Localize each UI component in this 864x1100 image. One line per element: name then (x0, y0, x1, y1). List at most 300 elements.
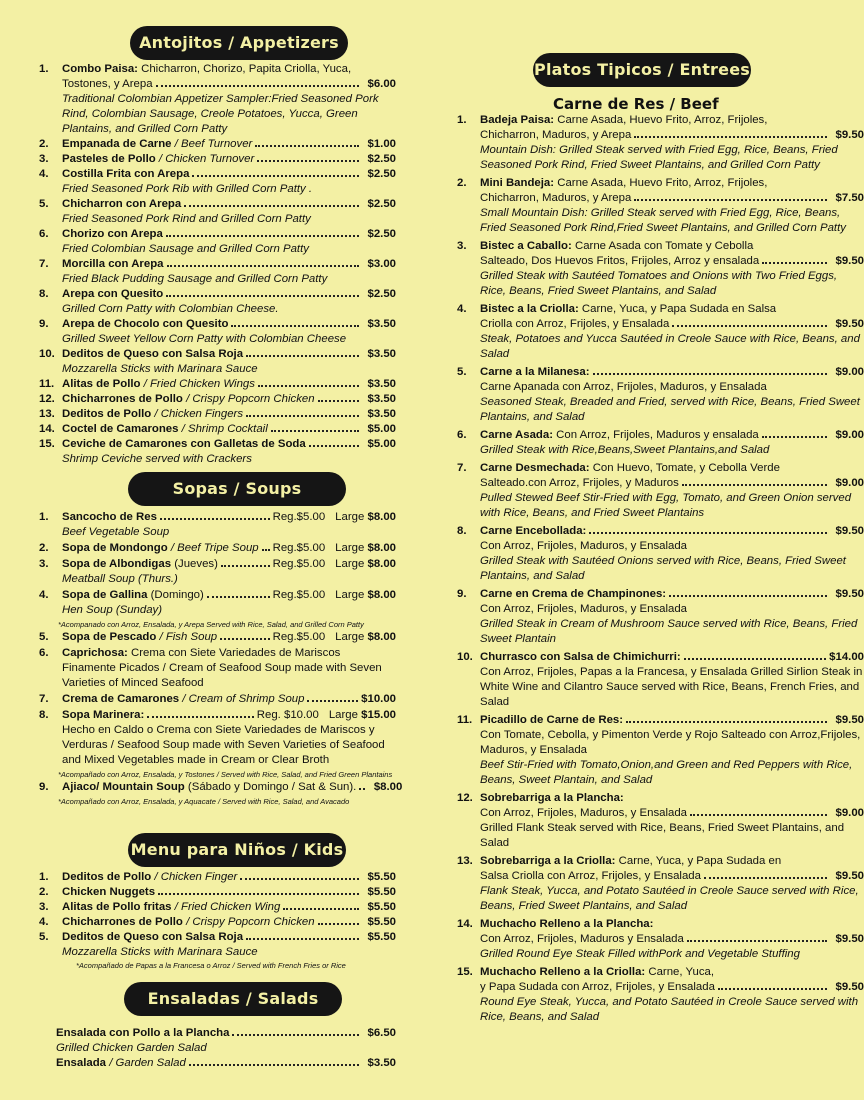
dot-leader (687, 940, 827, 942)
item-price: $5.50 (367, 901, 396, 913)
menu-item (36, 885, 396, 900)
item-name: Sopa de Mondongo (62, 542, 168, 554)
dot-leader (207, 596, 270, 598)
item-name: Ajiaco/ Mountain Soup (62, 781, 185, 793)
item-title (62, 152, 254, 167)
item-number: 8. (457, 525, 467, 537)
menu-item (454, 587, 864, 647)
item-title (56, 1026, 229, 1041)
item-name-text: Badeja Paisa: (480, 114, 555, 126)
dot-leader (160, 518, 270, 520)
menu-item (36, 780, 403, 795)
menu-item (36, 137, 396, 152)
item-note: *Acompañado con Arroz, Ensalada, y Aquacate / Served with Rice, Salad, and Avacado (58, 797, 350, 806)
item-line (480, 932, 864, 947)
item-spanish-text: Carne, Yuca, (645, 966, 715, 978)
menu-item (36, 915, 396, 930)
dot-leader (307, 700, 358, 702)
item-spanish-note: (Sábado y Domingo / Sat & Sun). (184, 781, 357, 793)
regular-price: Reg.$5.00 (272, 558, 326, 570)
item-name (480, 239, 753, 254)
item-number: 4. (39, 589, 49, 601)
item-name: Arepa con Quesito (62, 288, 164, 300)
item-name: Pasteles de Pollo (62, 153, 156, 165)
item-title (62, 257, 164, 272)
large-price-group (329, 708, 396, 723)
item-price: $10.00 (361, 693, 396, 705)
item-title (62, 870, 237, 885)
item-english-description: Shrimp Ceviche served with Crackers (62, 453, 252, 465)
menu-item (454, 854, 864, 914)
item-line-text: Con Arroz, Frijoles, Maduros, y Ensalada (480, 807, 688, 819)
item-line (62, 347, 396, 362)
dot-leader (318, 923, 359, 925)
menu-item (454, 524, 864, 584)
item-price: $9.50 (835, 255, 864, 267)
item-name-text: Carne a la Milanesa: (480, 366, 590, 378)
item-english-description: Grilled Steak with Sautéed Tomatoes and Onions with Two Fried Eggs, Rice, Beans, Fried Sweet Plantains, and Salad (480, 270, 838, 297)
item-english-description: Mozzarella Sticks with Marinara Sauce (62, 363, 258, 375)
item-name (480, 713, 623, 728)
item-name: Empanada de Carne (62, 138, 172, 150)
item-description: Con Arroz, Frijoles, Maduros, y Ensalada (480, 540, 688, 552)
item-price: $9.50 (835, 870, 864, 882)
item-number: 9. (39, 781, 49, 793)
menu-item (454, 791, 864, 851)
item-line (480, 524, 864, 539)
item-name (480, 854, 781, 869)
item-name: Sopa de Gallina (62, 589, 148, 601)
item-description: Hecho en Caldo o Crema con Siete Variedades de Mariscos y Verduras / Seafood Soup made with Seven Varieties of Seafood and Mixed Vegetables made in Cream or Clear Broth (62, 724, 385, 766)
item-name-text: Bistec a la Criolla: (480, 303, 579, 315)
menu-item (36, 392, 396, 407)
dot-leader (684, 658, 827, 660)
item-english-name: / Garden Salad (106, 1057, 186, 1069)
item-name (480, 524, 586, 539)
item-name: Chicharrones de Pollo (62, 916, 183, 928)
item-line (62, 588, 396, 603)
item-english-name: / Crispy Popcorn Chicken (182, 393, 315, 405)
item-spanish-text: Chicharron, Chorizo, Papita Criolla, Yuca, (137, 63, 352, 75)
item-name (480, 176, 767, 191)
appetizers-heading: Antojitos / Appetizers (130, 26, 348, 60)
item-title (62, 541, 259, 556)
item-name: Caprichosa: (62, 647, 128, 659)
item-price: $14.00 (829, 651, 864, 663)
item-price: $9.50 (835, 714, 864, 726)
item-price: $9.00 (835, 807, 864, 819)
menu-item (36, 900, 396, 915)
item-description: Grilled Flank Steak served with Rice, Beans, Fried Sweet Plantains, and Salad (480, 822, 845, 849)
item-line (62, 167, 396, 182)
item-title (62, 422, 268, 437)
item-line (480, 302, 864, 317)
item-number: 5. (39, 931, 49, 943)
item-name-text: Sobrebarriga a la Criolla: (480, 855, 616, 867)
item-title (62, 557, 218, 572)
item-spanish-note: Crema con Siete Variedades de Mariscos (127, 647, 341, 659)
item-number: 9. (39, 318, 49, 330)
dot-leader (231, 325, 359, 327)
item-price: $6.00 (367, 78, 396, 90)
dot-leader (257, 160, 359, 162)
dot-leader (166, 235, 359, 237)
dot-leader (669, 595, 827, 597)
item-name: Sopa Marinera: (62, 709, 145, 721)
item-name-text: Carne Encebollada: (480, 525, 587, 537)
item-title (62, 900, 280, 915)
large-price: $8.00 (367, 511, 396, 523)
dot-leader (690, 814, 827, 816)
item-number: 10. (39, 348, 55, 360)
item-price: $5.50 (367, 931, 396, 943)
dot-leader (762, 436, 827, 438)
kids-list (36, 870, 396, 971)
item-english-description: Beef Vegetable Soup (62, 526, 170, 538)
item-english-name: / Chicken Turnover (155, 153, 255, 165)
item-english-name: / Fried Chicken Wing (171, 901, 281, 913)
item-number: 10. (457, 651, 473, 663)
item-english-description: Meatball Soup (Thurs.) (62, 573, 178, 585)
item-description: Carne Apanada con Arroz, Frijoles, Maduros, y Ensalada (480, 381, 767, 393)
item-line (62, 646, 396, 661)
item-name-text: Carne en Crema de Champinones: (480, 588, 667, 600)
item-line (62, 422, 396, 437)
large-label: Large (335, 542, 365, 554)
item-number: 15. (457, 966, 473, 978)
item-name: Crema de Camarones (62, 693, 180, 705)
item-name (480, 365, 590, 380)
item-english-description: Fried Black Pudding Sausage and Grilled Corn Patty (62, 273, 328, 285)
item-english-description: Mountain Dish: Grilled Steak served with Fried Egg, Rice, Beans, Fried Seasoned Pork Rind, Fried Sweet Plantains, and Grilled Corn Patty (480, 144, 838, 171)
item-number: 2. (457, 177, 467, 189)
item-title (62, 646, 340, 661)
item-name: Deditos de Pollo (62, 871, 152, 883)
item-title (62, 227, 163, 242)
large-price-group (335, 510, 396, 525)
menu-item (454, 965, 864, 1025)
item-line (62, 510, 396, 525)
dot-leader (221, 565, 270, 567)
dot-leader (718, 988, 827, 990)
item-number: 1. (39, 63, 49, 75)
item-line-text: Salsa Criolla con Arroz, Frijoles, y Ensalada (480, 870, 701, 882)
beef-subheading: Carne de Res / Beef (553, 95, 719, 113)
item-title (62, 510, 157, 525)
item-number: 3. (39, 901, 49, 913)
item-title (62, 692, 304, 707)
dot-leader (255, 145, 359, 147)
item-price: $3.50 (367, 393, 396, 405)
item-name: Alitas de Pollo fritas (62, 901, 172, 913)
dot-leader (189, 1064, 359, 1066)
item-line (480, 317, 864, 332)
item-title (62, 137, 252, 152)
item-english-description: Grilled Steak with Sautéed Onions served with Rice, Beans, Fried Sweet Plantains, and Salad (480, 555, 846, 582)
menu-item (36, 167, 396, 197)
item-number: 6. (457, 429, 467, 441)
item-title (62, 407, 243, 422)
item-name-text: Carne Desmechada: (480, 462, 590, 474)
item-line (480, 428, 864, 443)
item-name-text: Bistec a Caballo: (480, 240, 572, 252)
large-price: $8.00 (367, 542, 396, 554)
item-english-description: Grilled Corn Patty with Colombian Cheese. (62, 303, 279, 315)
item-price: $9.00 (835, 429, 864, 441)
item-name: Ceviche de Camarones con Galletas de Soda (62, 438, 306, 450)
item-spanish-text: Con Arroz, Frijoles, Maduros y ensalada (553, 429, 759, 441)
item-line-text: Criolla con Arroz, Frijoles, y Ensalada (480, 318, 670, 330)
menu-item (36, 870, 396, 885)
large-price-group (335, 588, 396, 603)
item-price: $9.50 (835, 981, 864, 993)
item-name (480, 587, 666, 602)
dot-leader (166, 295, 359, 297)
item-number: 7. (39, 258, 49, 270)
item-name: Ensalada con Pollo a la Plancha (56, 1027, 230, 1039)
large-price: $8.00 (367, 631, 396, 643)
item-number: 2. (39, 886, 49, 898)
item-note: *Acompanado con Arroz, Ensalada, y Arepa Served with Rice, Salad, and Grilled Corn Patty (58, 620, 364, 629)
item-line (62, 708, 396, 723)
item-price: $3.50 (367, 378, 396, 390)
menu-item (36, 152, 396, 167)
item-english-name: / Chicken Fingers (151, 408, 244, 420)
dot-leader (682, 484, 827, 486)
large-price-group (335, 557, 396, 572)
item-number: 5. (457, 366, 467, 378)
item-english-description: Beef Stir-Fried with Tomato,Onion,and Green and Red Peppers with Rice, Beans, Sweet Plantain, and Salad (480, 759, 853, 786)
dot-leader (318, 400, 359, 402)
item-price: $5.00 (367, 438, 396, 450)
item-price: $9.00 (835, 477, 864, 489)
item-name: Ensalada (56, 1057, 107, 1069)
dot-leader (634, 136, 827, 138)
soups-list (36, 510, 403, 807)
dot-leader (232, 1034, 359, 1036)
item-line (480, 191, 864, 206)
item-name (480, 428, 759, 443)
item-line (62, 407, 396, 422)
item-line-text: Chicharron, Maduros, y Arepa (480, 192, 632, 204)
item-line (62, 227, 396, 242)
item-number: 8. (39, 709, 49, 721)
item-price: $9.00 (835, 366, 864, 378)
item-line-text: Salteado.con Arroz, Frijoles, y Maduros (480, 477, 679, 489)
item-line (480, 854, 864, 869)
large-label: Large (328, 709, 358, 721)
item-name: Chicharron con Arepa (62, 198, 182, 210)
menu-item (454, 176, 864, 236)
item-line (62, 137, 396, 152)
item-line (480, 476, 864, 491)
item-line (62, 317, 396, 332)
menu-item (454, 428, 864, 458)
large-price: $8.00 (367, 558, 396, 570)
item-english-name: / Shrimp Cocktail (178, 423, 268, 435)
item-price: $9.50 (835, 318, 864, 330)
item-name (480, 791, 624, 806)
item-number: 11. (39, 378, 55, 390)
menu-item (36, 708, 396, 768)
item-line (480, 965, 864, 980)
item-name-text: Sobrebarriga a la Plancha: (480, 792, 624, 804)
item-number: 1. (39, 511, 49, 523)
item-spanish-text: Carne, Yuca, y Papa Sudada en (615, 855, 782, 867)
item-line (62, 392, 396, 407)
item-price: $5.50 (367, 916, 396, 928)
item-english-description: Hen Soup (Sunday) (62, 604, 163, 616)
item-spanish-note: (Jueves) (171, 558, 218, 570)
item-line (62, 930, 396, 945)
item-description: Con Arroz, Frijoles, Papas a la Francesa, y Ensalada Grilled Sirlion Steak in White Wine and Cilantro Sauce served with Rice, Beans, French Fries, and Salad (480, 666, 863, 708)
item-english-description: Fried Colombian Sausage and Grilled Corn Patty (62, 243, 309, 255)
large-price: $15.00 (361, 709, 396, 721)
dot-leader (271, 430, 359, 432)
menu-item (36, 646, 396, 691)
dot-leader (359, 788, 365, 790)
item-english-description: Grilled Sweet Yellow Corn Patty with Colombian Cheese (62, 333, 347, 345)
item-line (62, 377, 396, 392)
item-price: $5.50 (367, 886, 396, 898)
menu-item (36, 630, 396, 645)
item-description: Con Arroz, Frijoles, Maduros, y Ensalada (480, 603, 688, 615)
dot-leader (704, 877, 827, 879)
item-number: 2. (39, 542, 49, 554)
menu-item (454, 302, 864, 362)
dot-leader (246, 355, 359, 357)
regular-price: Reg.$5.00 (272, 511, 326, 523)
dot-leader (240, 878, 359, 880)
item-number: 13. (457, 855, 473, 867)
item-number: 13. (39, 408, 55, 420)
item-line (62, 197, 396, 212)
menu-item (36, 588, 396, 618)
item-description: Finamente Picados / Cream of Seafood Soup made with Seven Varieties of Minced Seafood (62, 662, 382, 689)
menu-item (36, 407, 396, 422)
menu-item (454, 917, 864, 962)
dot-leader (309, 445, 359, 447)
item-line-text: Salteado, Dos Huevos Fritos, Frijoles, Arroz y ensalada (480, 255, 760, 267)
item-line-text: y Papa Sudada con Arroz, Frijoles, y Ensalada (480, 981, 715, 993)
salads-heading: Ensaladas / Salads (124, 982, 342, 1016)
menu-item (36, 377, 396, 392)
menu-item (454, 461, 864, 521)
item-title (62, 915, 315, 930)
item-name: Deditos de Queso con Salsa Roja (62, 348, 244, 360)
item-english-name: / Chicken Finger (151, 871, 238, 883)
item-spanish-text: Con Huevo, Tomate, y Cebolla Verde (589, 462, 780, 474)
item-number: 12. (39, 393, 55, 405)
item-name: Arepa de Chocolo con Quesito (62, 318, 229, 330)
menu-item (36, 257, 396, 287)
item-line (62, 257, 396, 272)
item-number: 15. (39, 438, 55, 450)
item-number: 5. (39, 631, 49, 643)
item-name-text: Mini Bandeja: (480, 177, 555, 189)
menu-item (36, 422, 396, 437)
item-line (62, 152, 396, 167)
item-price: $3.50 (367, 318, 396, 330)
item-note: *Acompañado con Arroz, Ensalada, y Tostones / Served with Rice, Salad, and Fried Green Plantains (58, 770, 393, 779)
regular-price: Reg.$5.00 (272, 631, 326, 643)
item-english-description: Mozzarella Sticks with Marinara Sauce (62, 946, 258, 958)
menu-item (36, 437, 396, 467)
item-line (480, 869, 864, 884)
large-price-group (335, 630, 396, 645)
item-price: $5.50 (367, 871, 396, 883)
dot-leader (156, 85, 359, 87)
dot-leader (634, 199, 827, 201)
regular-price: Reg. $10.00 (256, 709, 319, 721)
item-price: $7.50 (835, 192, 864, 204)
item-line (56, 1056, 396, 1071)
item-spanish-text: Carne Asada, Huevo Frito, Arroz, Frijoles, (554, 177, 768, 189)
menu-item (36, 62, 396, 137)
menu-item (36, 197, 396, 227)
item-line (480, 587, 864, 602)
item-name (480, 461, 780, 476)
item-line (62, 870, 396, 885)
menu-item (454, 113, 864, 173)
item-number: 3. (39, 558, 49, 570)
item-number: 3. (457, 240, 467, 252)
menu-item (36, 317, 396, 347)
item-number: 14. (39, 423, 55, 435)
menu-item (36, 1026, 396, 1056)
item-title (62, 885, 155, 900)
item-line (62, 900, 396, 915)
item-line (480, 980, 864, 995)
item-title (62, 630, 217, 645)
dot-leader (246, 938, 359, 940)
item-price: $2.50 (367, 198, 396, 210)
item-name: Morcilla con Arepa (62, 258, 164, 270)
item-line (62, 62, 396, 77)
menu-item (36, 347, 396, 377)
large-price-group (335, 541, 396, 556)
item-name (480, 302, 776, 317)
item-english-description: Grilled Steak in Cream of Mushroom Sauce served with Rice, Beans, Fried Sweet Plantain (480, 618, 858, 645)
item-english-description: Small Mountain Dish: Grilled Steak served with Fried Egg, Rice, Beans, Fried Seasoned Pork Rind,Fried Sweet Plantains, and Grilled Corn Patty (480, 207, 846, 234)
item-number: 7. (39, 693, 49, 705)
item-line (480, 461, 864, 476)
item-english-description: Pulled Stewed Beef Stir-Fried with Egg, Tomato, and Green Onion served with Rice, Beans, and Fried Sweet Plantains (480, 492, 852, 519)
dot-leader (258, 385, 359, 387)
kids-heading: Menu para Niños / Kids Menu (128, 833, 346, 867)
item-name-text: Muchacho Relleno a la Criolla: (480, 966, 646, 978)
item-line (62, 630, 396, 645)
item-name-text: Carne Asada: (480, 429, 554, 441)
item-line (480, 113, 864, 128)
kids-note: *Acompañado de Papas a la Francesa o Arroz / Served with French Fries or Rice (76, 961, 346, 970)
item-english-name: / Beef Turnover (171, 138, 253, 150)
item-title (62, 317, 228, 332)
item-price: $2.50 (367, 153, 396, 165)
item-line (56, 1026, 396, 1041)
item-line (62, 915, 396, 930)
soups-heading: Sopas / Soups (128, 472, 346, 506)
dot-leader (220, 638, 269, 640)
item-english-description: Flank Steak, Yucca, and Potato Sautéed in Creole Sauce served with Rice, Beans, Fried Sweet Plantains, and Salad (480, 885, 859, 912)
menu-item (36, 930, 396, 960)
item-price: $3.00 (367, 258, 396, 270)
item-english-name: / Beef Tripe Soup (167, 542, 259, 554)
item-title (62, 708, 144, 723)
item-number: 4. (39, 168, 49, 180)
item-english-name: / Fried Chicken Wings (140, 378, 255, 390)
dot-leader (626, 721, 827, 723)
